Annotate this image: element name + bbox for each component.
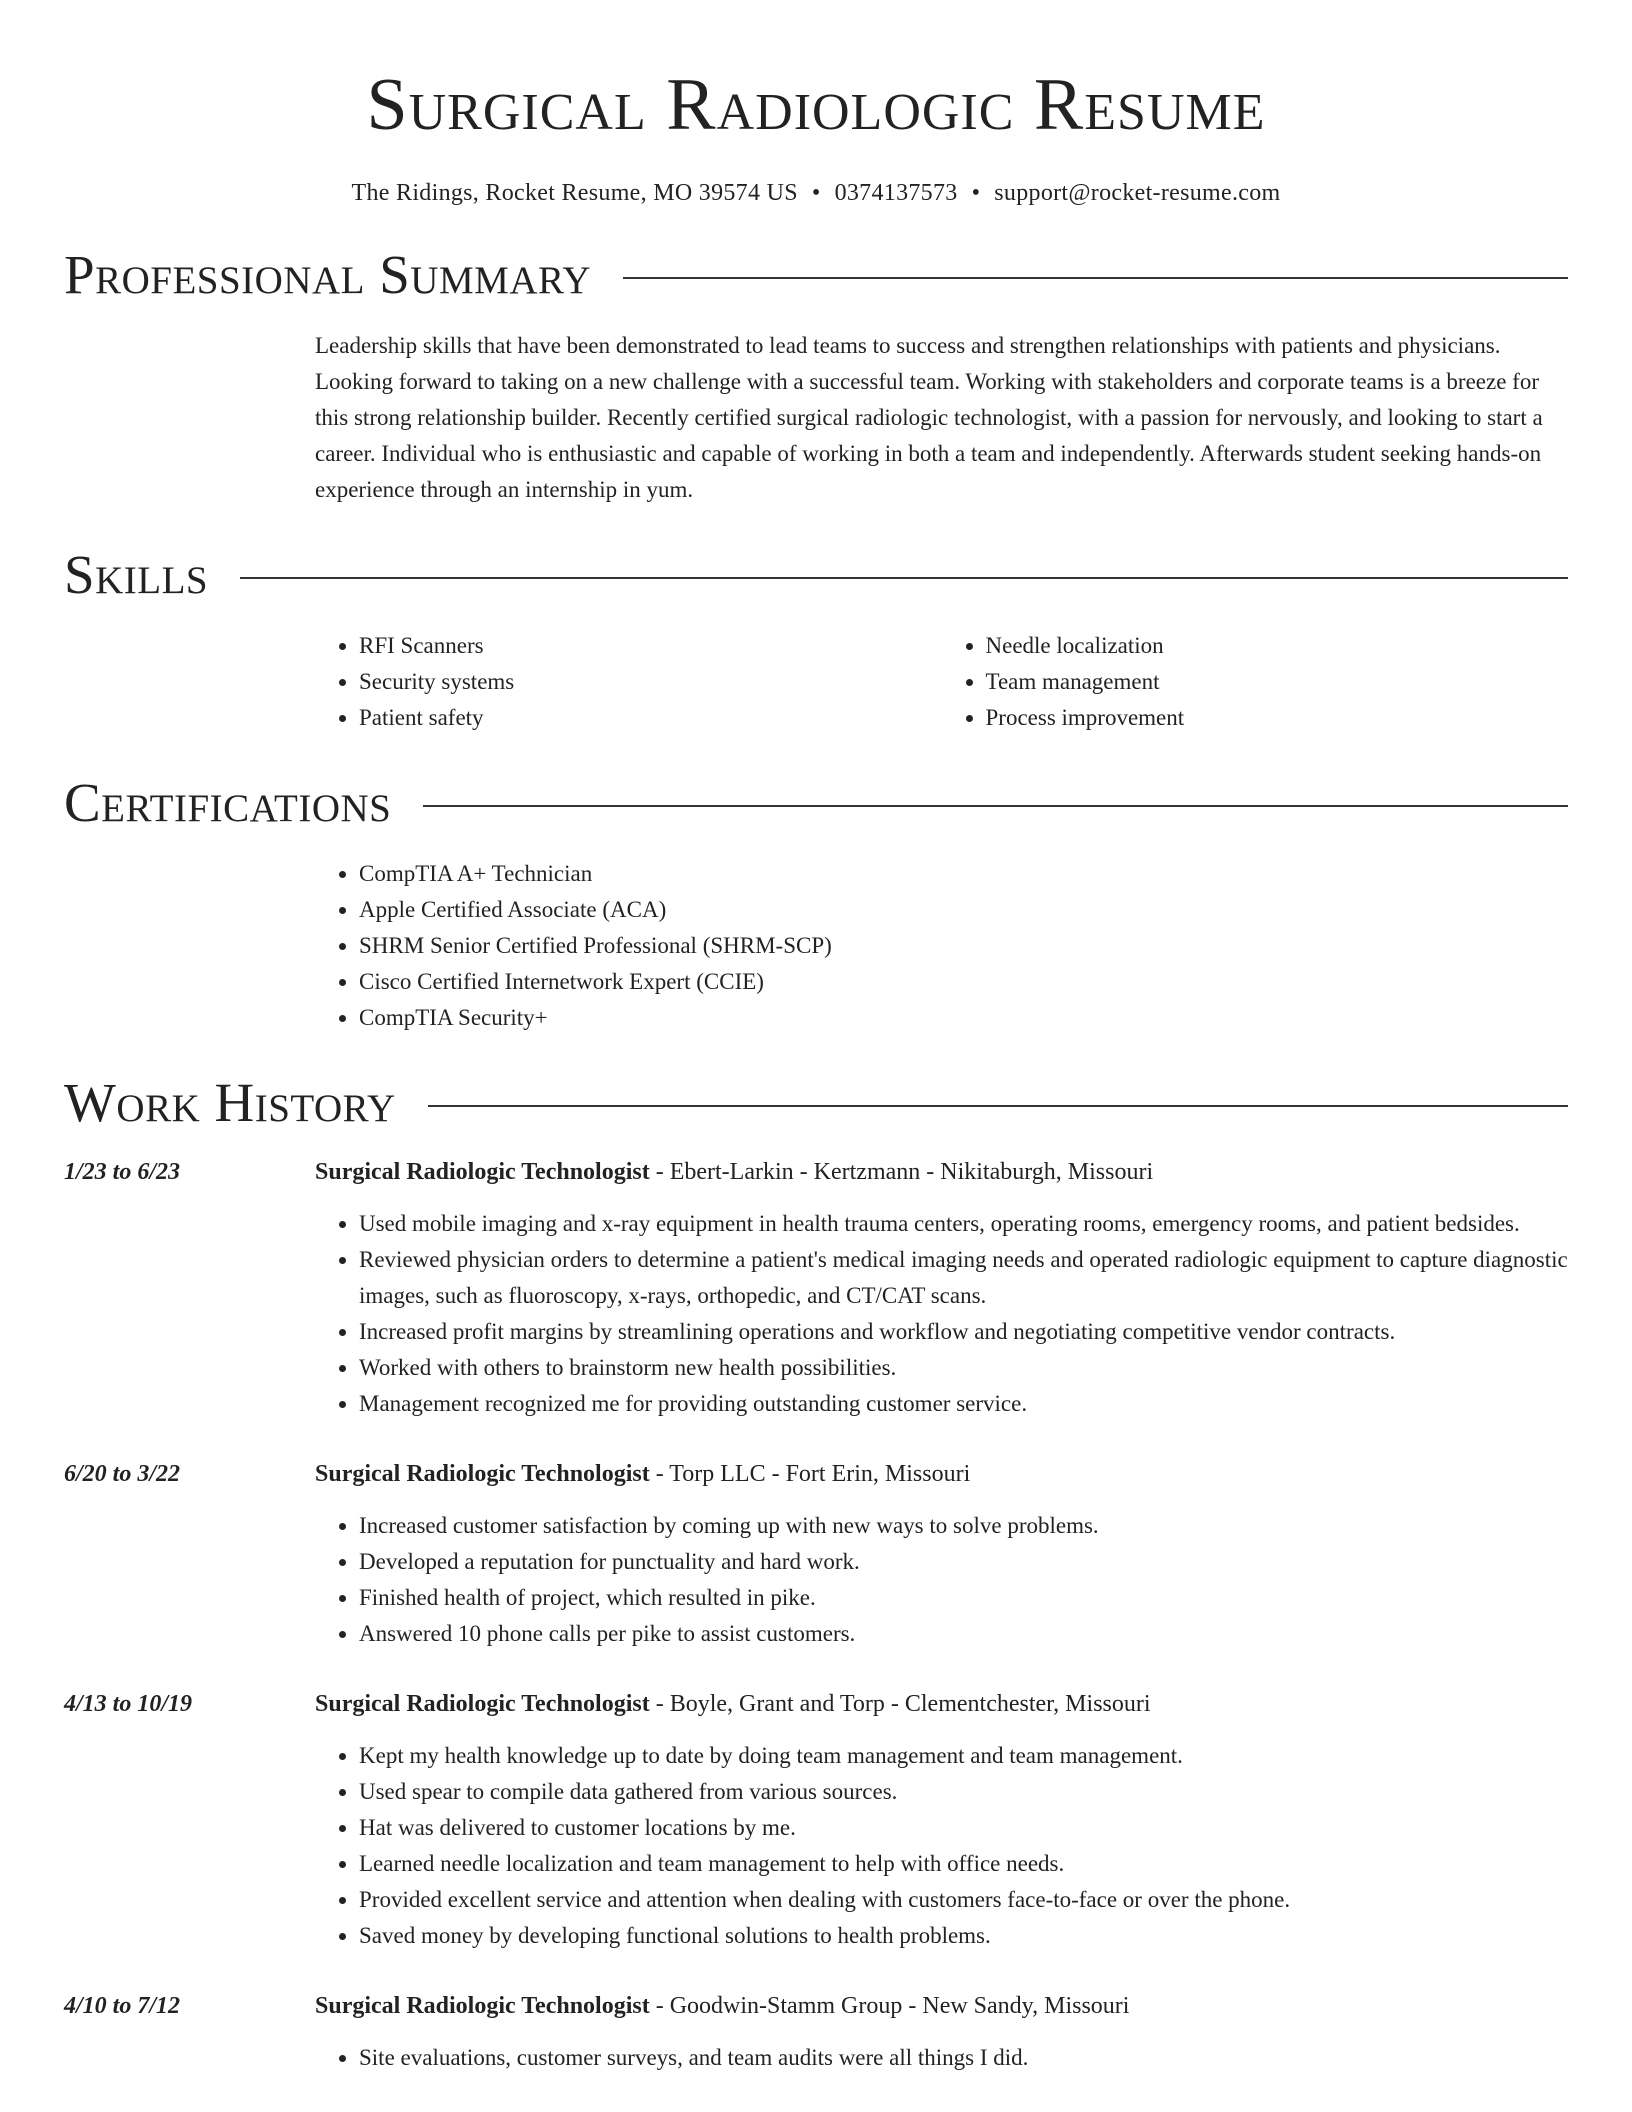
section-divider [240, 577, 1568, 579]
certification-item: • SHRM Senior Certified Professional (SHRM-SCP) [359, 928, 1568, 964]
job-dates: 1/23 to 6/23 [64, 1159, 181, 1185]
job-bullet: • Site evaluations, customer surveys, and team audits were all things I did. [359, 2040, 1568, 2076]
skill-item: • Team management [986, 664, 1569, 700]
job-bullet: • Used spear to compile data gathered from various sources. [359, 1774, 1568, 1810]
job-employer-location: - Ebert-Larkin - Kertzmann - Nikitaburgh, Missouri [649, 1159, 1154, 1185]
skill-item: • Security systems [359, 664, 942, 700]
job-employer-location: - Boyle, Grant and Torp - Clementchester, Missouri [649, 1691, 1151, 1717]
job-dates: 4/13 to 10/19 [64, 1691, 193, 1717]
job-bullet: • Used mobile imaging and x-ray equipment in health trauma centers, operating rooms, emergency rooms, and patient bedsides. [359, 1206, 1568, 1242]
job-entry [64, 1456, 1568, 1652]
job-bullets [315, 1206, 1568, 1422]
resume-title: Surgical Radiologic Resume [366, 64, 1266, 146]
section-divider [623, 277, 1568, 279]
job-content [315, 1686, 1568, 1954]
skills-column-left [315, 628, 942, 736]
job-bullets [315, 2040, 1568, 2076]
job-bullet: • Reviewed physician orders to determine a patient's medical imaging needs and operated radiologic equipment to capture diagnostic images, such as fluoroscopy, x-rays, orthopedic, and CT/CAT scans. [359, 1242, 1568, 1314]
job-bullet: • Finished health of project, which resulted in pike. [359, 1580, 1568, 1616]
skills-section-header [64, 544, 1568, 606]
skill-item: • Needle localization [986, 628, 1569, 664]
work-history-heading: Work History [64, 1072, 396, 1133]
certifications-heading: Certifications [64, 772, 392, 833]
job-dates: 4/10 to 7/12 [64, 1993, 181, 2019]
skill-item: • Patient safety [359, 700, 942, 736]
certification-item: • Cisco Certified Internetwork Expert (CCIE) [359, 964, 1568, 1000]
certification-item: • CompTIA Security+ [359, 1000, 1568, 1036]
job-bullet: • Saved money by developing functional solutions to health problems. [359, 1918, 1568, 1954]
job-content [315, 1456, 1568, 1652]
job-bullet: • Worked with others to brainstorm new health possibilities. [359, 1350, 1568, 1386]
job-bullet: • Provided excellent service and attention when dealing with customers face-to-face or over the phone. [359, 1882, 1568, 1918]
contact-address: The Ridings, Rocket Resume, MO 39574 US [351, 180, 798, 206]
skills-column-right [942, 628, 1569, 736]
certification-item: • CompTIA A+ Technician [359, 856, 1568, 892]
job-entry [64, 1154, 1568, 1422]
skills-heading: Skills [64, 544, 209, 605]
job-bullet: • Increased profit margins by streamlining operations and workflow and negotiating competitive vendor contracts. [359, 1314, 1568, 1350]
job-bullets [315, 1508, 1568, 1652]
job-bullet: • Learned needle localization and team management to help with office needs. [359, 1846, 1568, 1882]
job-title-line [315, 1988, 1568, 2024]
contact-email: support@rocket-resume.com [994, 180, 1281, 206]
job-content [315, 1154, 1568, 1422]
job-title: Surgical Radiologic Technologist [315, 1159, 650, 1185]
summary-heading: Professional Summary [64, 244, 592, 305]
summary-section-header [64, 244, 1568, 306]
contact-phone: 0374137573 [834, 180, 958, 206]
job-dates: 6/20 to 3/22 [64, 1461, 181, 1487]
resume-page [64, 0, 1568, 2076]
summary-text: Leadership skills that have been demonstrated to lead teams to success and strengthen relationships with patients and physicians. Looking forward to taking on a new challenge with a successful team. Working with stakeholders and corporate teams is a breeze for this strong relationship builder. Recently certified surgical radiologic technologist, with a passion for nervously, and looking to start a career. Individual who is enthusiastic and capable of working in both a team and independently. Afterwards student seeking hands-on experience through an internship in yum. [315, 333, 1543, 502]
job-employer-location: - Goodwin-Stamm Group - New Sandy, Missouri [649, 1993, 1130, 2019]
job-title: Surgical Radiologic Technologist [315, 1691, 650, 1717]
job-title: Surgical Radiologic Technologist [315, 1461, 650, 1487]
job-title-line [315, 1154, 1568, 1190]
certifications-section-header [64, 772, 1568, 834]
job-bullet: • Hat was delivered to customer locations by me. [359, 1810, 1568, 1846]
contact-separator: • [811, 180, 821, 206]
certifications-list [315, 856, 1568, 1036]
certifications-items [315, 856, 1568, 1036]
job-bullet: • Developed a reputation for punctuality and hard work. [359, 1544, 1568, 1580]
job-entry [64, 1686, 1568, 1954]
job-entry [64, 1988, 1568, 2076]
job-bullet: • Management recognized me for providing outstanding customer service. [359, 1386, 1568, 1422]
job-bullets [315, 1738, 1568, 1954]
skills-list [315, 628, 1568, 736]
job-employer-location: - Torp LLC - Fort Erin, Missouri [649, 1461, 971, 1487]
job-bullet: • Kept my health knowledge up to date by doing team management and team management. [359, 1738, 1568, 1774]
job-title: Surgical Radiologic Technologist [315, 1993, 650, 2019]
contact-line [64, 178, 1568, 208]
certification-item: • Apple Certified Associate (ACA) [359, 892, 1568, 928]
job-title-line [315, 1686, 1568, 1722]
job-bullet: • Answered 10 phone calls per pike to assist customers. [359, 1616, 1568, 1652]
skill-item: • Process improvement [986, 700, 1569, 736]
job-title-line [315, 1456, 1568, 1492]
contact-separator: • [971, 180, 981, 206]
section-divider [428, 1105, 1568, 1107]
job-content [315, 1988, 1568, 2076]
section-divider [423, 805, 1568, 807]
job-bullet: • Increased customer satisfaction by coming up with new ways to solve problems. [359, 1508, 1568, 1544]
work-history-section-header [64, 1072, 1568, 1134]
skill-item: • RFI Scanners [359, 628, 942, 664]
